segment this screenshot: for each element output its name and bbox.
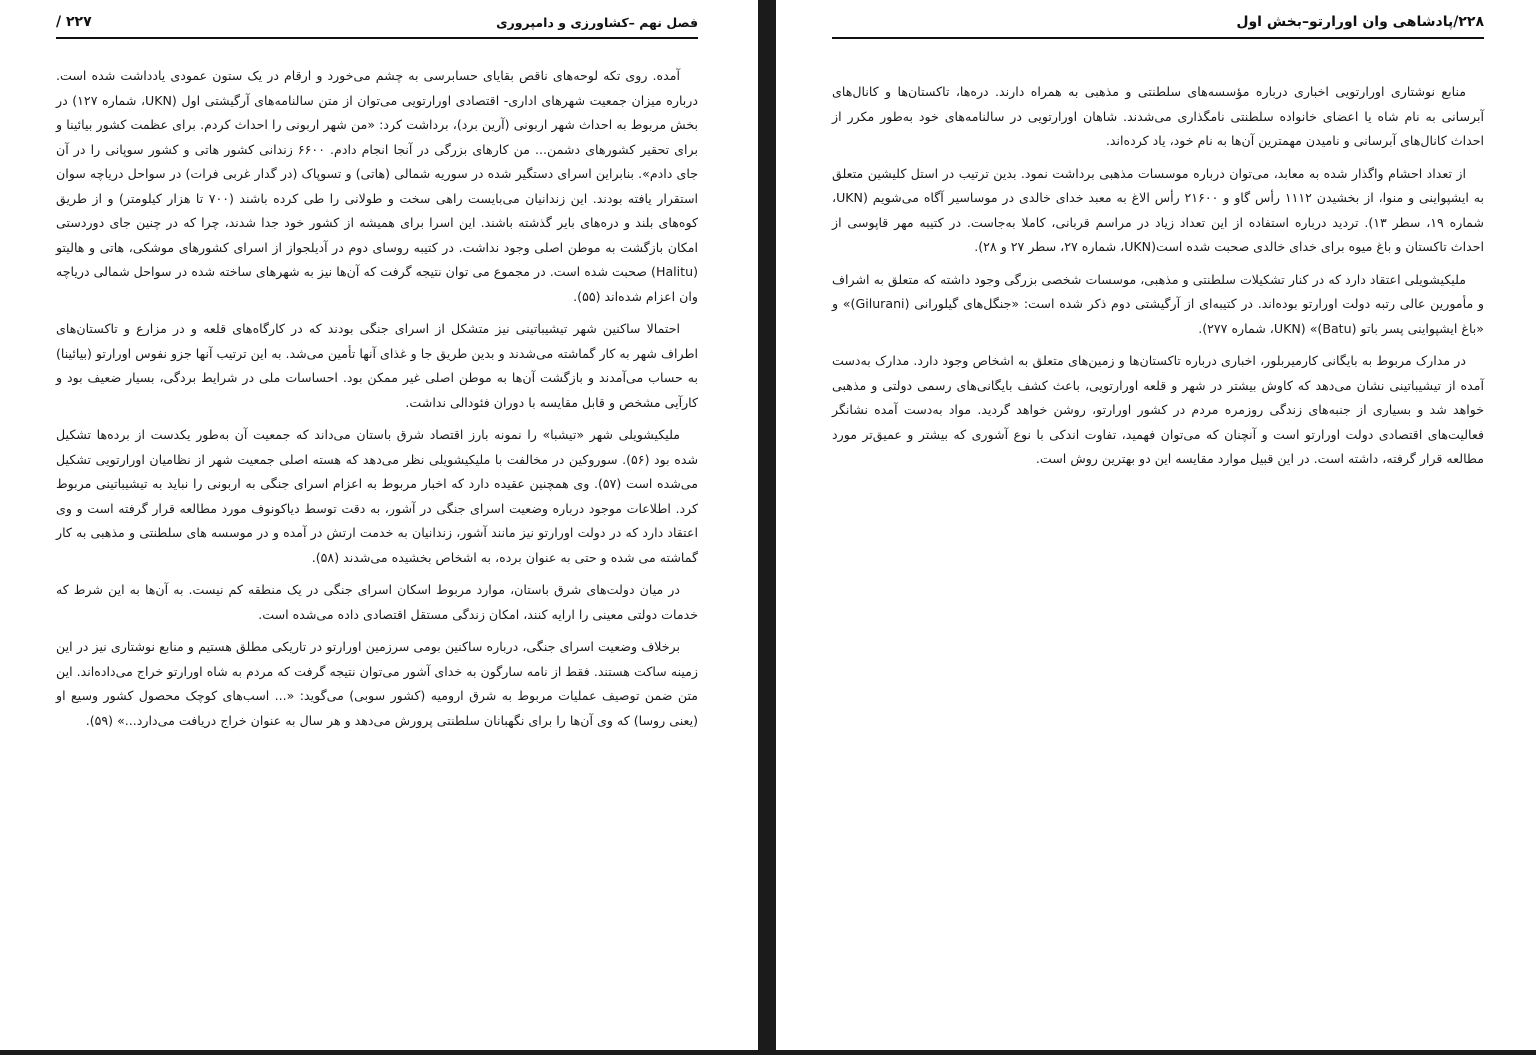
right-page-number: ۲۲۸/ [1453, 14, 1484, 30]
left-paragraph-5: برخلاف وضعیت اسرای جنگی، درباره ساکنین بومی سرزمین اورارتو در تاریکی مطلق هستیم و منابع نوشتاری نیز در این زمینه ساکت هستند. فقط از نامه سارگون به خدای آشور می‌توان نتیجه گرفت که مردم به شاه اورارتو خراج می‌داده‌اند. این متن ضمن توصیف عملیات مربوط به شرق ارومیه (کشور سوبی) می‌گوید: «... اسب‌های کوچک محصول کشور وسیع او (یعنی روسا) که وی آن‌ها را برای نگهبانان سلطنتی پرورش می‌دهد و هر سال به عنوان خراج دریافت می‌دارد...» (۵۹). [56, 639, 698, 728]
right-page-running-title: پادشاهی وان اورارتو–بخش اول [1236, 14, 1454, 30]
right-paragraph-3: ملیکیشویلی اعتقاد دارد که در کنار تشکیلات سلطنتی و مذهبی، موسسات شخصی بزرگی وجود داشته که متعلق به اشراف و مأمورین عالی رتبه دولت اورارتو بوده‌اند. در کتیبه‌ای از آرگیشتی دوم ذکر شده است: «جنگل‌های گیلورانی (Gilurani)» و «باغ ایشپواینی پسر باتو (Batu)» (UKN، شماره ۲۷۷). [832, 271, 1484, 336]
left-header-rule [56, 37, 698, 39]
left-page-header [56, 10, 698, 30]
left-page-body [56, 64, 698, 741]
right-page-number-and-title [1236, 14, 1484, 30]
right-paragraph-4: در مدارک مربوط به بایگانی کارمیربلور، اخباری درباره تاکستان‌ها و زمین‌های متعلق به اشخاص وجود دارد. مدارک به‌دست آمده از تیشیباتینی نشان می‌دهد که کاوش بیشتر در شهر و قلعه اورارتویی، باعث کشف بایگانی‌های رسمی دولتی و مذهبی خواهد شد و بسیاری از جنبه‌های زندگی روزمره مردم در کشور اورارتو، روشن خواهد گردید. مواد به‌دست آمده نشانگر فعالیت‌های اقتصادی دولت اورارتو است و آنچنان که می‌توان فهمید، تفاوت اندکی با نوع آشوری که بیشتر و عمیق‌تر مورد مطالعه قرار گرفته، داشته است. در این قبیل موارد مقایسه این دو بهترین روش است. [832, 353, 1484, 466]
right-page [776, 0, 1536, 1050]
page-gutter [758, 0, 776, 1055]
left-paragraph-2: احتمالا ساکنین شهر تیشیباتینی نیز متشکل از اسرای جنگی بودند که در کارگاه‌های قلعه و در مزارع و تاکستان‌های اطراف شهر به کار گماشته می‌شدند و بدین طریق جا و غذای آنها تأمین می‌شد. به این ترتیب آنها جزو نفوس اورارتو (بیائینا) به حساب می‌آمدند و بازگشت آن‌ها به موطن اصلی غیر ممکن بود. احساسات ملی در شرایط بردگی، بسیار ضعیف بود و کارآیی مشخص و قابل مقایسه با دوران فئودالی نداشت. [56, 321, 698, 410]
right-page-header [832, 10, 1484, 30]
right-page-body [832, 80, 1484, 480]
right-header-rule [832, 37, 1484, 39]
right-paragraph-2: از تعداد احشام واگذار شده به معابد، می‌توان درباره موسسات مذهبی برداشت نمود. بدین ترتیب در استل کلیشین متعلق به ایشپواینی و منوا، از بخشیدن ۱۱۱۲ رأس گاو و ۲۱۶۰۰ رأس الاغ به معبد خدای خالدی در موساسیر آگاه می‌شویم (UKN، شماره ۱۹، سطر ۱۳). تردید درباره استفاده از این تعداد زیاد در مراسم قربانی، کاملا به‌جاست. در کتیبه مهر قاپوسی از احداث تاکستان و باغ میوه برای خدای خالدی صحبت شده است(UKN، شماره ۲۷، سطر ۲۷ و ۲۸). [832, 165, 1485, 254]
left-paragraph-4: در میان دولت‌های شرق باستان، موارد مربوط اسکان اسرای جنگی در یک منطقه کم نیست. به آن‌ها به این شرط که خدمات دولتی معینی را ارایه کنند، امکان زندگی مستقل اقتصادی داده می‌شده است. [56, 582, 698, 622]
right-paragraph-1: منابع نوشتاری اورارتویی اخباری درباره مؤسسه‌های سلطنتی و مذهبی به همراه دارند. دره‌ها، تاکستان‌ها و کانال‌های آبرسانی به نام شاه یا اعضای خانواده سلطنتی نامگذاری می‌شدند. شاهان اورارتویی در سالنامه‌های خود به‌طور مکرر از احداث کانال‌های آبرسانی و نامیدن مهمترین آن‌ها به نام خود، یاد کرده‌اند. [832, 84, 1484, 148]
left-page-running-title: فصل نهم –کشاورزی و دامپروری [496, 15, 698, 30]
left-paragraph-1: آمده. روی تکه لوحه‌های ناقص بقایای حسابرسی به چشم می‌خورد و ارقام در یک ستون عمودی یادداشت شده است. درباره میزان جمعیت شهرهای اداری- اقتصادی اورارتویی می‌توان از متن سالنامه‌های آرگیشتی اول (UKN، شماره ۱۲۷) در بخش مربوط به احداث شهر اربونی (آرین برد)، برداشت کرد: «من شهر اربونی را احداث کردم. برای عظمت کشور بیائینا و برای تحقیر کشورهای دشمن... من کارهای بزرگی در آنجا انجام دادم. ۶۶۰۰ زندانی کشور هاتی و کشور سوپانی را در آن جای دادم». بنابراین اسرای دستگیر شده در سوریه شمالی (هاتی) و تسوپاک (در گدار غربی فرات) در سواحل دریاچه سوان استقرار یافته بودند. این زندانیان می‌بایست راهی سخت و طولانی را طی کرده باشند (۷۰۰ تا هزار کیلومتر) و از طریق کوه‌های بلند و دره‌های بایر گذشته باشند. این اسرا برای همیشه از کشور خود جدا شدند، چرا که در چنین جای دوردستی امکان بازگشت به موطن اصلی وجود نداشت. در کتیبه روسای دوم در آدیلجواز از اسرای کشورهای موشکی، هاتی و هالیتو (Halitu) صحبت شده است. در مجموع می توان نتیجه گرفت که آن‌ها نیز به شهرهای ساخته شده در سواحل شمالی دریاچه وان اعزام شده‌اند (۵۵). [56, 68, 698, 304]
left-paragraph-3: ملیکیشویلی شهر «تیشبا» را نمونه بارز اقتصاد شرق باستان می‌داند که جمعیت آن به‌طور یکدست از برده‌ها تشکیل شده بود (۵۶). سوروکین در مخالفت با ملیکیشویلی نظر می‌دهد که هسته اصلی جمعیت شهر از نظامیان اورارتویی تشکیل می‌شده است (۵۷). وی همچنین عقیده دارد که اخبار مربوط به اعزام اسرای جنگی به اربونی را نباید به تیشیباتینی مربوط کرد. اطلاعات موجود درباره وضعیت اسرای جنگی در آشور، به دقت توسط دیاکونوف مورد مطالعه قرار گرفته است و وی اعتقاد دارد که در دولت اورارتو نیز مانند آشور، زندانیان به خدمت ارتش در آمده و در موسسه های سلطنتی و مذهبی به کار گماشته می شده و حتی به عنوان برده، به اشخاص بخشیده می‌شدند (۵۸). [56, 427, 699, 565]
left-page [0, 0, 758, 1050]
left-page-number: ۲۲۷ / [56, 14, 92, 30]
